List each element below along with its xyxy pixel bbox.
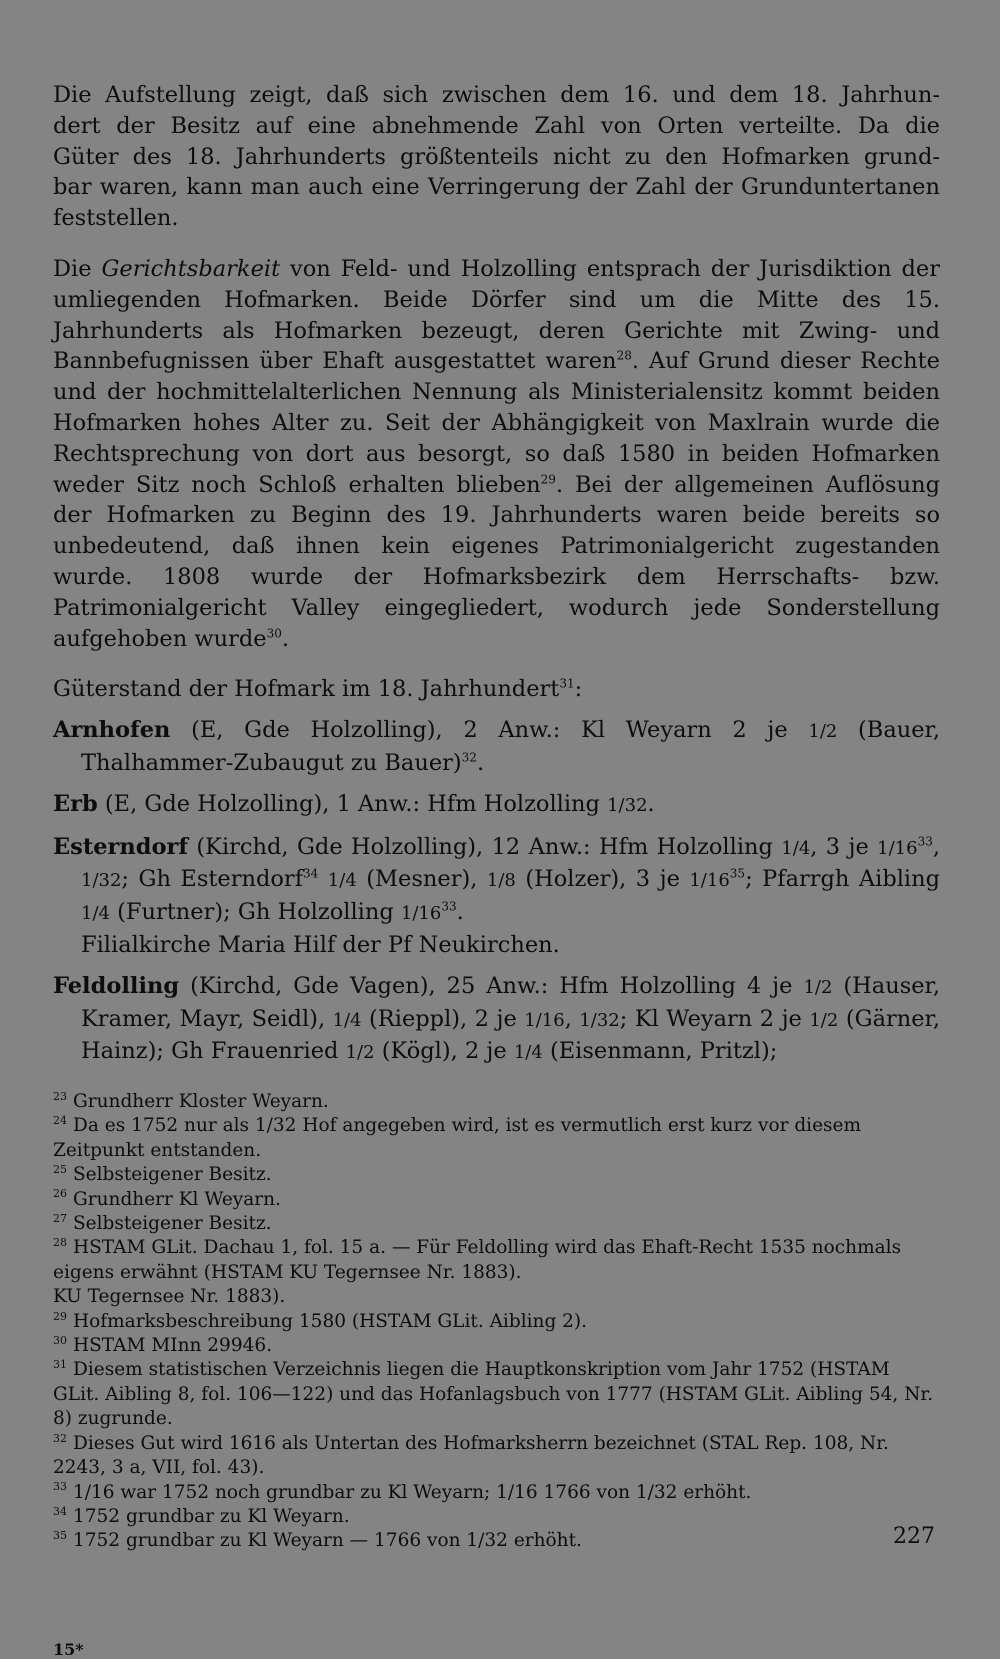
- footnote-ref[interactable]: 32: [461, 750, 477, 765]
- text-line: dert der Besitz auf eine abnehmende Zahl von Orten verteilte. Da die: [53, 112, 940, 139]
- text-line: Die Aufstellung zeigt, daß sich zwischen dem 16. und dem 18. Jahrhun-: [53, 82, 940, 108]
- place-name: Esterndorf: [53, 833, 189, 860]
- footnote: $^{23}$ Grundherr Kloster Weyarn.: [53, 1089, 329, 1112]
- entry-erb: Erb (E, Gde Holzolling), 1 Anw.: Hfm Holzolling 1/32.: [53, 790, 655, 817]
- sheet-signature: 15*: [53, 1640, 84, 1659]
- footnote: $^{31}$ Diesem statistischen Verzeichnis liegen die Hauptkonskription vom Jahr 1752 (HSTAM GLit. Aibling 8, fol. 106—122) und das Hofanlagsbuch von 1777 (HSTAM GLit. Aibling 54, Nr. 8) zugrunde.: [53, 1358, 934, 1430]
- footnote: $^{24}$ Da es 1752 nur als 1/32 Hof angegeben wird, ist es vermutlich erst kurz vor diesem Zeitpunkt entstanden.: [53, 1114, 862, 1161]
- paragraph-jurisdiction: Die Gerichtsbarkeit von Feld- und Holzolling entsprach der Jurisdiktion der umliegenden Hofmarken. Beide Dörfer sind um die Mitte des 15. Jahrhunderts als Hofmarken bezeugt, deren Gerichte mit Zwing- und Bannbefugnissen über Ehaft ausgestattet waren$^{28}$. Auf Grund dieser Rechte und der hochmittelalterlichen Nennung als Ministerialensitz kommt beiden Hofmarken hohes Alter zu. Seit der Abhängigkeit von Maxlrain wurde die Rechtsprechung von dort aus besorgt, so daß 1580 in beiden Hofmarken weder Sitz noch Schloß erhalten blieben$^{29}$. Bei der allgemeinen Auflösung der Hofmarken zu Beginn des 19. Jahrhunderts waren beide bereits so unbedeutend, daß ihnen kein eigenes Patrimonialgericht zugestanden wurde. 1808 wurde der Hofmarksbezirk dem Herrschafts- bzw. Patrimonialgericht Valley eingegliedert, wodurch jede Sonderstellung aufgehoben wurde$^{30}$.: [53, 255, 940, 652]
- footnote-ref[interactable]: 31: [559, 676, 575, 691]
- footnote: $^{32}$ Dieses Gut wird 1616 als Untertan des Hofmarksherrn bezeichnet (STAL Rep. 108, Nr. 2243, 3 a, VII, fol. 43).: [53, 1431, 889, 1479]
- footnote-ref[interactable]: 28: [616, 348, 632, 363]
- section-heading: Güterstand der Hofmark im 18. Jahrhundert$^{31}$:: [53, 676, 583, 703]
- footnote: $^{35}$ 1752 grundbar zu Kl Weyarn — 1766 von 1/32 erhöht.: [53, 1529, 582, 1552]
- footnote-ref[interactable]: 30: [266, 626, 282, 641]
- church-note: Filialkirche Maria Hilf der Pf Neukirchen.: [81, 931, 560, 958]
- footnote: $^{33}$ 1/16 war 1752 noch grundbar zu Kl Weyarn; 1/16 1766 von 1/32 erhöht.: [53, 1480, 752, 1503]
- page-number: 227: [893, 1524, 935, 1549]
- footnote: $^{28}$ HSTAM GLit. Dachau 1, fol. 15 a. — Für Feldolling wird das Ehaft-Recht 1535 nochmals eigens erwähnt (HSTAM KU Tegernsee Nr. 1883). KU Tegernsee Nr. 1883).: [53, 1236, 902, 1308]
- footnote-ref[interactable]: 34: [303, 866, 319, 881]
- entry-esterndorf: Esterndorf (Kirchd, Gde Holzolling), 12 Anw.: Hfm Holzolling 1/4, 3 je $1/16^{33}$, 1/32; Gh Esterndorf$^{34}$ 1/4 (Mesner), 1/8 (Holzer), 3 je $1/16^{35}$; Pfarrgh Aibling 1/4 (Furtner); Gh Holzolling $1/16^{33}$. Filialkirche Maria Hilf der Pf Neukirchen.: [53, 833, 941, 958]
- footnote: $^{25}$ Selbsteigener Besitz.: [53, 1163, 272, 1186]
- footnote-ref[interactable]: 33: [441, 899, 457, 914]
- footnote: $^{27}$ Selbsteigener Besitz.: [53, 1211, 272, 1235]
- paragraph-settlement: [53, 80, 940, 234]
- place-name: Feldolling: [53, 972, 180, 999]
- italic-term: Gerichtsbarkeit: [101, 255, 281, 282]
- place-name: Arnhofen: [53, 717, 171, 744]
- entry-feldolling: Feldolling (Kirchd, Gde Vagen), 25 Anw.: Hfm Holzolling 4 je 1/2 (Hauser, Kramer, Mayr, Seidl), 1/4 (Rieppl), 2 je 1/16, 1/32; Kl Weyarn 2 je 1/2 (Gärner, Hainz); Gh Frauenried 1/2 (Kögl), 2 je 1/4 (Eisenmann, Pritzl);: [53, 972, 940, 1065]
- footnote-ref[interactable]: 29: [540, 472, 556, 487]
- entry-arnhofen: Arnhofen (E, Gde Holzolling), 2 Anw.: Kl Weyarn 2 je 1/2 (Bauer, Thalhammer-Zubaugut zu Bauer)$^{32}$.: [53, 717, 940, 776]
- footnote: $^{30}$ HSTAM MInn 29946.: [53, 1333, 273, 1357]
- place-name: Erb: [53, 790, 98, 817]
- text-line: Güter des 18. Jahrhunderts größtenteils nicht zu den Hofmarken grund-: [53, 143, 940, 170]
- footnote-ref[interactable]: 33: [917, 834, 933, 849]
- footnote-ref[interactable]: 35: [729, 866, 746, 881]
- footnote: $^{34}$ 1752 grundbar zu Kl Weyarn.: [53, 1504, 350, 1527]
- footnote: $^{26}$ Grundherr Kl Weyarn.: [53, 1187, 281, 1210]
- footnote: $^{29}$ Hofmarksbeschreibung 1580 (HSTAM GLit. Aibling 2).: [53, 1309, 588, 1332]
- text-line: bar waren, kann man auch eine Verringerung der Zahl der Grunduntertanen feststellen.: [53, 174, 940, 232]
- footnotes: [53, 1090, 940, 1554]
